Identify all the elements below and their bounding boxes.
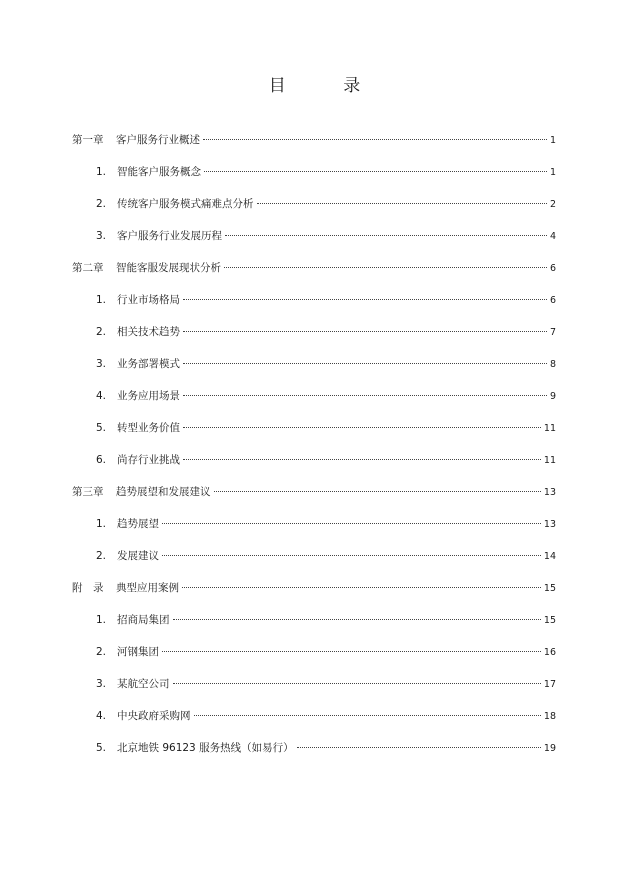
toc-dot-leader: [162, 555, 541, 556]
toc-page-number: 6: [549, 263, 556, 274]
toc-entry-title: 北京地铁 96123 服务热线（如易行）: [117, 742, 294, 754]
toc-entry-number: 6.: [96, 454, 107, 466]
toc-page-number: 1: [549, 167, 556, 178]
toc-dot-leader: [203, 139, 547, 140]
toc-dot-leader: [183, 395, 547, 396]
toc-dot-leader: [173, 619, 541, 620]
toc-dot-leader: [183, 459, 541, 460]
toc-dot-leader: [183, 331, 547, 332]
toc-entry-number: 3.: [96, 358, 107, 370]
toc-page-number: 11: [543, 423, 556, 434]
toc-section-entry[interactable]: [72, 700, 556, 732]
toc-chapter-entry[interactable]: [72, 476, 556, 508]
toc-page-number: 15: [543, 615, 556, 626]
toc-section-entry[interactable]: [72, 444, 556, 476]
toc-section-entry[interactable]: [72, 380, 556, 412]
toc-entry-number: 4.: [96, 710, 107, 722]
toc-entry-title: 转型业务价值: [117, 422, 180, 434]
toc-page-number: 2: [549, 199, 556, 210]
toc-dot-leader: [162, 651, 541, 652]
toc-title: 目 录: [268, 76, 387, 96]
toc-entry-number: 1.: [96, 294, 107, 306]
toc-page-number: 1: [549, 135, 556, 146]
toc-entry-number: 2.: [96, 550, 107, 562]
toc-page-number: 17: [543, 679, 556, 690]
toc-section-entry[interactable]: [72, 188, 556, 220]
toc-entry-title: 业务部署模式: [117, 358, 180, 370]
toc-entry-title: 客户服务行业概述: [116, 134, 200, 146]
toc-page-number: 13: [543, 487, 556, 498]
toc-chapter-entry[interactable]: [72, 252, 556, 284]
toc-page-number: 9: [549, 391, 556, 402]
toc-section-entry[interactable]: [72, 668, 556, 700]
toc-section-entry[interactable]: [72, 348, 556, 380]
toc-chapter-entry[interactable]: [72, 124, 556, 156]
toc-page-number: 15: [543, 583, 556, 594]
toc-dot-leader: [183, 427, 541, 428]
toc-section-entry[interactable]: [72, 732, 556, 764]
toc-entry-title: 河钢集团: [117, 646, 159, 658]
toc-section-entry[interactable]: [72, 220, 556, 252]
toc-list: [72, 124, 556, 764]
toc-page-number: 16: [543, 647, 556, 658]
toc-entry-number: 第二章: [72, 262, 104, 274]
toc-entry-title: 传统客户服务模式痛难点分析: [117, 198, 254, 210]
toc-section-entry[interactable]: [72, 316, 556, 348]
toc-entry-number: 3.: [96, 230, 107, 242]
toc-page-number: 7: [549, 327, 556, 338]
toc-dot-leader: [224, 267, 547, 268]
toc-page-number: 18: [543, 711, 556, 722]
toc-entry-number: 2.: [96, 198, 107, 210]
toc-entry-title: 业务应用场景: [117, 390, 180, 402]
toc-dot-leader: [297, 747, 541, 748]
toc-entry-title: 某航空公司: [117, 678, 170, 690]
toc-entry-title: 趋势展望和发展建议: [116, 486, 211, 498]
toc-page-number: 8: [549, 359, 556, 370]
toc-section-entry[interactable]: [72, 156, 556, 188]
toc-entry-number: 1.: [96, 166, 107, 178]
toc-entry-number: 1.: [96, 518, 107, 530]
toc-entry-title: 趋势展望: [117, 518, 159, 530]
toc-entry-number: 4.: [96, 390, 107, 402]
toc-entry-number: 2.: [96, 646, 107, 658]
toc-section-entry[interactable]: [72, 540, 556, 572]
toc-dot-leader: [204, 171, 547, 172]
toc-section-entry[interactable]: [72, 508, 556, 540]
toc-entry-number: 1.: [96, 614, 107, 626]
toc-entry-number: 第三章: [72, 486, 104, 498]
toc-entry-title: 发展建议: [117, 550, 159, 562]
toc-dot-leader: [183, 299, 547, 300]
toc-entry-title: 智能客服发展现状分析: [116, 262, 221, 274]
toc-page-number: 11: [543, 455, 556, 466]
toc-dot-leader: [183, 363, 547, 364]
toc-entry-title: 智能客户服务概念: [117, 166, 201, 178]
toc-dot-leader: [225, 235, 547, 236]
toc-chapter-entry[interactable]: [72, 572, 556, 604]
toc-entry-number: 5.: [96, 742, 107, 754]
toc-section-entry[interactable]: [72, 604, 556, 636]
toc-dot-leader: [214, 491, 541, 492]
toc-dot-leader: [182, 587, 541, 588]
toc-entry-title: 客户服务行业发展历程: [117, 230, 222, 242]
toc-entry-title: 尚存行业挑战: [117, 454, 180, 466]
toc-entry-number: 5.: [96, 422, 107, 434]
toc-dot-leader: [162, 523, 541, 524]
toc-section-entry[interactable]: [72, 284, 556, 316]
toc-page-number: 6: [549, 295, 556, 306]
toc-dot-leader: [194, 715, 541, 716]
toc-page-number: 19: [543, 743, 556, 754]
toc-entry-title: 行业市场格局: [117, 294, 180, 306]
toc-entry-number: 3.: [96, 678, 107, 690]
toc-section-entry[interactable]: [72, 412, 556, 444]
toc-section-entry[interactable]: [72, 636, 556, 668]
toc-dot-leader: [173, 683, 541, 684]
toc-page-number: 14: [543, 551, 556, 562]
toc-entry-title: 典型应用案例: [116, 582, 179, 594]
toc-page-number: 4: [549, 231, 556, 242]
toc-entry-title: 招商局集团: [117, 614, 170, 626]
toc-entry-title: 相关技术趋势: [117, 326, 180, 338]
toc-page-number: 13: [543, 519, 556, 530]
toc-dot-leader: [257, 203, 547, 204]
toc-entry-number: 2.: [96, 326, 107, 338]
toc-entry-number: 第一章: [72, 134, 104, 146]
toc-entry-title: 中央政府采购网: [117, 710, 191, 722]
toc-entry-number: 附 录: [72, 582, 104, 594]
